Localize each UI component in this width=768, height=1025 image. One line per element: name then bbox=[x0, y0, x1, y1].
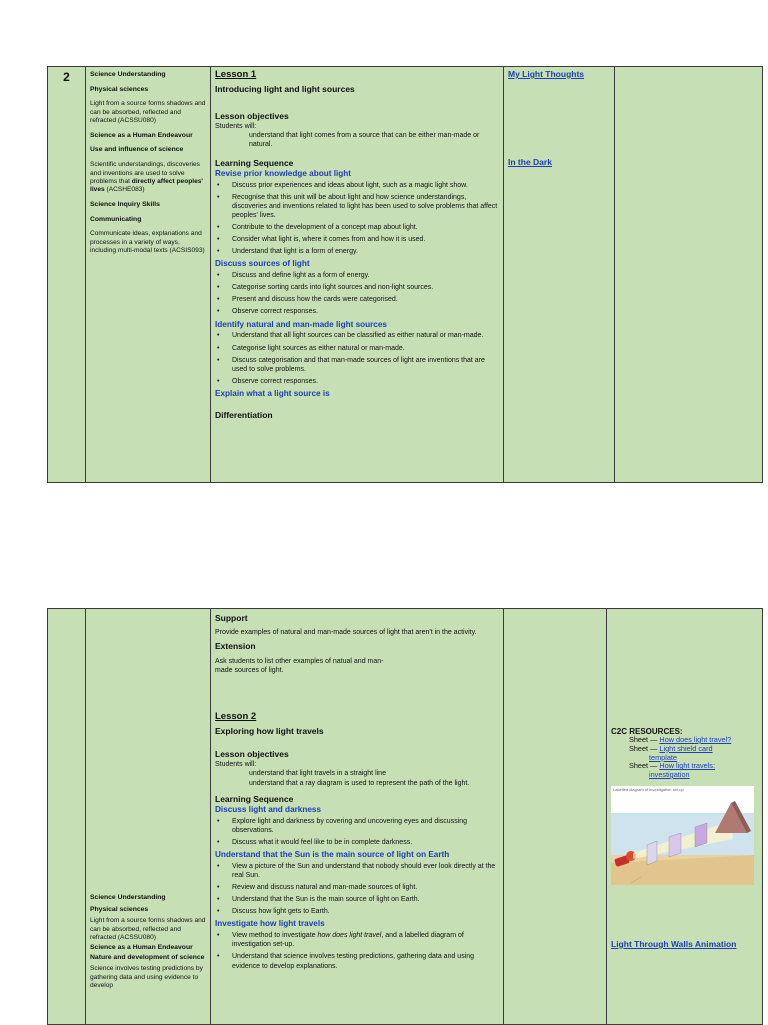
step-list bbox=[215, 817, 499, 847]
objective: understand that light comes from a source that can be either man-made or natural. bbox=[249, 132, 480, 149]
link-how-does-light-travel[interactable]: How does light travel? bbox=[659, 735, 732, 744]
lesson-heading: Lesson 2 bbox=[215, 711, 257, 723]
diagram-caption: Labelled diagram of investigation set-up bbox=[613, 787, 684, 792]
list-item: • Review and discuss natural and man-made sources of light. bbox=[215, 883, 499, 892]
support-heading: Support bbox=[215, 613, 248, 623]
sequence-heading: Learning Sequence bbox=[215, 157, 294, 168]
substrand-heading: Use and influence of science bbox=[90, 146, 184, 154]
step-list bbox=[215, 181, 499, 257]
torch-cards-diagram bbox=[611, 793, 754, 885]
sequence-step-heading: Explain what a light source is bbox=[215, 388, 330, 398]
curriculum-cell bbox=[86, 609, 211, 1025]
link-light-shield-card[interactable]: Light shield card bbox=[659, 743, 713, 753]
content-description: Scientific understandings, discoveries and inventions are used to solve problems that directly affect peoples' lives (ACSHE083) bbox=[90, 161, 203, 194]
lesson-table-1 bbox=[47, 66, 763, 483]
list-item: • Discuss categorisation and that man-made sources of light are inventions that are used to solve problems. bbox=[215, 356, 499, 374]
sequence-heading: Learning Sequence bbox=[215, 793, 294, 804]
c2c-resources bbox=[611, 727, 753, 780]
list-item: • View method to investigate how does light travel, and a labelled diagram of investigation set-up. bbox=[215, 931, 499, 949]
link-how-light-travels[interactable]: How light travels: bbox=[659, 761, 715, 771]
lesson-title: Introducing light and light sources bbox=[215, 83, 355, 94]
lesson-cell bbox=[211, 609, 504, 1025]
curriculum-cell bbox=[86, 67, 211, 483]
step-list bbox=[215, 931, 499, 970]
list-item: • Contribute to the development of a concept map about light. bbox=[215, 223, 499, 232]
list-item: • Discuss what it would feel like to be in complete darkness. bbox=[215, 838, 499, 847]
extension-text: Ask students to list other examples of natual and man-made sources of light. bbox=[215, 657, 384, 674]
list-item: • View a picture of the Sun and understand that nobody should ever look directly at the real Sun. bbox=[215, 862, 499, 880]
students-will: Students will: bbox=[215, 761, 257, 769]
strand-heading: Science Inquiry Skills bbox=[90, 200, 160, 208]
resources-cell bbox=[607, 609, 763, 1025]
lesson-title: Exploring how light travels bbox=[215, 725, 324, 736]
list-item: • Categorise light sources as either natural or man-made. bbox=[215, 344, 499, 353]
sequence-step-heading: Investigate how light travels bbox=[215, 919, 325, 929]
list-item: • Understand that science involves testing predictions, gathering data and using evidence to develop explanations. bbox=[215, 952, 499, 970]
list-item: • Consider what light is, where it comes from and how it is used. bbox=[215, 235, 499, 244]
sequence-step-heading: Revise prior knowledge about light bbox=[215, 168, 352, 178]
students-will: Students will: bbox=[215, 122, 257, 130]
step-list bbox=[215, 862, 499, 916]
link-investigation[interactable]: investigation bbox=[649, 770, 690, 779]
list-item: • Discuss how light gets to Earth. bbox=[215, 907, 499, 916]
empty-cell bbox=[615, 67, 763, 483]
empty-cell bbox=[504, 609, 607, 1025]
list-item: • Explore light and darkness by covering and uncovering eyes and discussing observations. bbox=[215, 817, 499, 835]
sequence-step-heading: Discuss sources of light bbox=[215, 259, 310, 269]
objectives-heading: Lesson objectives bbox=[215, 748, 289, 759]
list-item: • Discuss prior experiences and ideas about light, such as a magic light show. bbox=[215, 181, 499, 190]
empty-cell bbox=[48, 609, 86, 1025]
link-in-the-dark[interactable]: In the Dark bbox=[508, 157, 552, 167]
c2c-item: Sheet — How light travels: bbox=[629, 761, 715, 771]
content-description: Communicate ideas, explanations and processes in a variety of ways, including multi-modal texts (ACSIS093) bbox=[90, 230, 205, 255]
differentiation-heading: Differentiation bbox=[215, 409, 273, 420]
content-description: Light from a source forms shadows and can be absorbed, reflected and refracted (ACSSU080) bbox=[90, 100, 206, 125]
extension-heading: Extension bbox=[215, 641, 256, 652]
list-item: • Present and discuss how the cards were categorised. bbox=[215, 295, 499, 304]
lesson-heading: Lesson 1 bbox=[215, 69, 257, 80]
list-item: • Observe correct responses. bbox=[215, 377, 499, 386]
step-list bbox=[215, 271, 499, 316]
content-description: Science involves testing predictions by gathering data and using evidence to develop bbox=[90, 965, 203, 989]
list-item: • Understand that the Sun is the main source of light on Earth. bbox=[215, 895, 499, 904]
sequence-step-heading: Identify natural and man-made light sources bbox=[215, 319, 387, 329]
investigation-diagram bbox=[611, 786, 754, 885]
resources-cell bbox=[504, 67, 615, 483]
link-light-through-walls-animation[interactable]: Light Through Walls Animation bbox=[611, 939, 737, 949]
link-light-shield-card-template[interactable]: template bbox=[649, 752, 677, 762]
substrand-heading: Physical sciences bbox=[90, 85, 149, 93]
lesson-table-2 bbox=[47, 608, 763, 1025]
lesson-cell bbox=[211, 67, 504, 483]
substrand-heading: Nature and development of science bbox=[90, 954, 205, 962]
substrand-heading: Communicating bbox=[90, 215, 142, 223]
objective: understand that light travels in a straight line bbox=[249, 770, 386, 778]
objective: understand that a ray diagram is used to represent the path of the light. bbox=[249, 779, 470, 787]
strand-heading: Science as a Human Endeavour bbox=[90, 943, 193, 951]
c2c-item: Sheet — How does light travel? bbox=[629, 735, 732, 744]
list-item: • Categorise sorting cards into light sources and non-light sources. bbox=[215, 283, 499, 292]
sequence-step-heading: Discuss light and darkness bbox=[215, 805, 322, 815]
objectives-heading: Lesson objectives bbox=[215, 110, 289, 121]
substrand-heading: Physical sciences bbox=[90, 905, 149, 913]
link-my-light-thoughts[interactable]: My Light Thoughts bbox=[508, 69, 585, 79]
list-item: • Understand that light is a form of energy. bbox=[215, 247, 499, 256]
strand-heading: Science as a Human Endeavour bbox=[90, 131, 193, 139]
c2c-heading: C2C RESOURCES: bbox=[611, 727, 683, 736]
list-item: • Discuss and define light as a form of energy. bbox=[215, 271, 499, 280]
row-number: 2 bbox=[48, 67, 86, 483]
list-item: • Observe correct responses. bbox=[215, 307, 499, 316]
strand-heading: Science Understanding bbox=[90, 894, 166, 901]
list-item: • Understand that all light sources can be classified as either natural or man-made. bbox=[215, 331, 499, 340]
step-list bbox=[215, 331, 499, 385]
strand-heading: Science Understanding bbox=[90, 71, 166, 78]
sequence-step-heading: Understand that the Sun is the main source of light on Earth bbox=[215, 850, 450, 860]
support-text: Provide examples of natural and man-made sources of light that aren't in the activity. bbox=[215, 629, 477, 637]
list-item: • Recognise that this unit will be about light and how science understandings, discoveries and inventions related to light has been used to solve problems that affect peoples' lives. bbox=[215, 193, 499, 220]
c2c-item: Sheet — Light shield card bbox=[629, 743, 713, 753]
content-description: Light from a source forms shadows and can be absorbed, reflected and refracted (ACSSU080) bbox=[90, 917, 206, 942]
